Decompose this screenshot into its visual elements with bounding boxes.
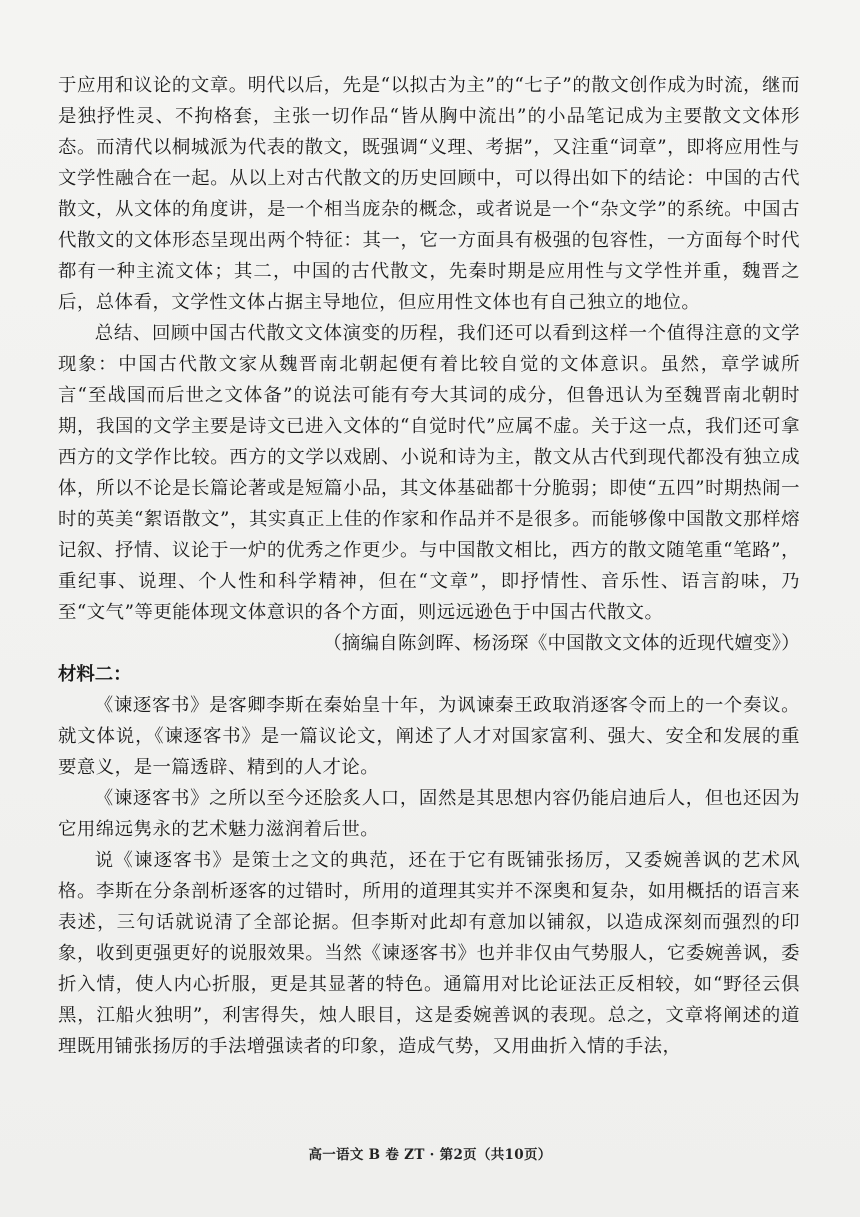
paragraph-material-two-1: 《谏逐客书》是客卿李斯在秦始皇十年，为讽谏秦王政取消逐客令而上的一个奏议。就文体说，《谏逐客书》是一篇议论文，阐述了人才对国家富利、强大、安全和发展的重要意义，是一篇透辟、精到的人才论。 bbox=[58, 695, 800, 778]
source-citation: （摘编自陈剑晖、杨汤琛《中国散文文体的近现代嬗变》） bbox=[323, 633, 800, 654]
paragraph-continued: 于应用和议论的文章。明代以后，先是“以拟古为主”的“七子”的散文创作成为时流，继而是独抒性灵、不拘格套，主张一切作品“皆从胸中流出”的小品笔记成为主要散文文体形态。而清代以桐城派为代表的散文，既强调“义理、考据”，又注重“词章”，即将应用性与文学性融合在一起。从以上对古代散文的历史回顾中，可以得出如下的结论：中国的古代散文，从文体的角度讲，是一个相当庞杂的概念，或者说是一个“杂文学”的系统。中国古代散文的文体形态呈现出两个特征：其一，它一方面具有极强的包容性，一方面每个时代都有一种主流文体；其二，中国的古代散文，先秦时期是应用性与文学性并重，魏晋之后，总体看，文学性文体占据主导地位，但应用性文体也有自己独立的地位。 bbox=[58, 75, 800, 313]
material-two-heading: 材料二： bbox=[58, 664, 132, 685]
paragraph-material-two-2: 《谏逐客书》之所以至今还脍炙人口，固然是其思想内容仍能启迪后人，但也还因为它用绵远隽永的艺术魅力滋润着后世。 bbox=[58, 788, 800, 840]
page-footer: 高一语文 B 卷 ZT · 第2页（共10页） bbox=[308, 1147, 552, 1163]
paragraph-material-two-3: 说《谏逐客书》是策士之文的典范，还在于它有既铺张扬厉，又委婉善讽的艺术风格。李斯在分条剖析逐客的过错时，所用的道理其实并不深奥和复杂，如用概括的语言来表述，三句话就说清了全部论据。但李斯对此却有意加以铺叙，以造成深刻而强烈的印象，收到更强更好的说服效果。当然《谏逐客书》也并非仅由气势服人，它委婉善讽，委折入情，使人内心折服，更是其显著的特色。通篇用对比论证法正反相较，如“野径云俱黑，江船火独明”，利害得失，烛人眼目，这是委婉善讽的表现。总之，文章将阐述的道理既用铺张扬厉的手法增强读者的印象，造成气势，又用曲折入情的手法， bbox=[58, 850, 800, 1057]
document-body bbox=[58, 70, 800, 1062]
paragraph-summary: 总结、回顾中国古代散文文体演变的历程，我们还可以看到这样一个值得注意的文学现象：中国古代散文家从魏晋南北朝起便有着比较自觉的文体意识。虽然，章学诚所言“至战国而后世之文体备”的说法可能有夸大其词的成分，但鲁迅认为至魏晋南北朝时期，我国的文学主要是诗文已进入文体的“自觉时代”应属不虚。关于这一点，我们还可拿西方的文学作比较。西方的文学以戏剧、小说和诗为主，散文从古代到现代都没有独立成体，所以不论是长篇论著或是短篇小品，其文体基础都十分脆弱；即使“五四”时期热闹一时的英美“絮语散文”，其实真正上佳的作家和作品并不是很多。而能够像中国散文那样熔记叙、抒情、议论于一炉的优秀之作更少。与中国散文相比，西方的散文随笔重“笔路”，重纪事、说理、个人性和科学精神，但在“文章”，即抒情性、音乐性、语言韵味，乃至“文气”等更能体现文体意识的各个方面，则远远逊色于中国古代散文。 bbox=[58, 323, 800, 623]
